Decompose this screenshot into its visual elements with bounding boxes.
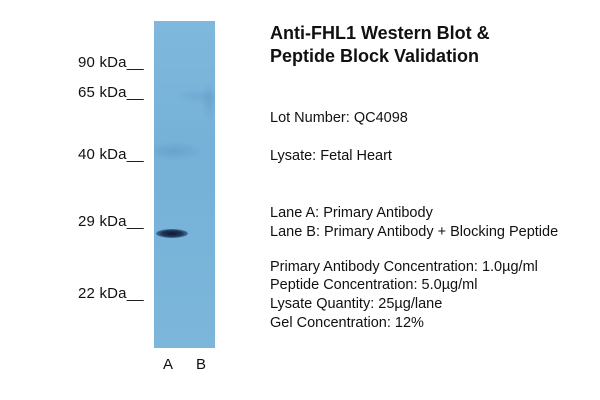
page-title (270, 22, 490, 68)
lysate-quantity: Lysate Quantity: 25µg/lane (270, 296, 443, 312)
marker-90-kda: 90 kDa__ (78, 54, 144, 71)
title-line-1: Anti-FHL1 Western Blot & (270, 23, 490, 43)
gel-concentration: Gel Concentration: 12% (270, 315, 424, 331)
lane-a-description: Lane A: Primary Antibody (270, 205, 433, 221)
lane-b-description: Lane B: Primary Antibody + Blocking Peptide (270, 224, 559, 240)
marker-65-kda: 65 kDa__ (78, 84, 144, 101)
lysate: Lysate: Fetal Heart (270, 148, 392, 164)
western-blot-membrane (154, 21, 215, 348)
peptide-concentration: Peptide Concentration: 5.0µg/ml (270, 277, 478, 293)
lane-label-b: B (196, 356, 207, 373)
marker-22-kda: 22 kDa__ (78, 285, 144, 302)
lane-a-band (156, 229, 188, 238)
membrane-texture (154, 21, 215, 348)
lot-number: Lot Number: QC4098 (270, 110, 408, 126)
lane-label-a: A (163, 356, 174, 373)
primary-antibody-concentration: Primary Antibody Concentration: 1.0µg/ml (270, 259, 538, 275)
title-line-2: Peptide Block Validation (270, 46, 480, 66)
marker-29-kda: 29 kDa__ (78, 213, 144, 230)
marker-40-kda: 40 kDa__ (78, 146, 144, 163)
